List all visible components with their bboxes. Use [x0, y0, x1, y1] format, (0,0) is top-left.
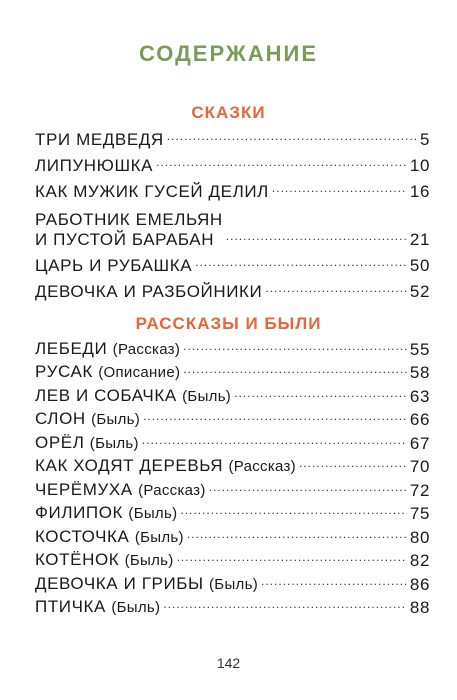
dot-leader: [299, 453, 407, 473]
dot-leader: [261, 571, 407, 591]
entry-title: ДЕВОЧКА И РАЗБОЙНИКИ: [35, 282, 263, 301]
toc-entry: [35, 407, 430, 431]
entry-title: РУСАК (Описание): [35, 362, 181, 381]
dot-leader: [183, 336, 407, 356]
entry-subtitle: (Быль): [89, 434, 139, 452]
entry-title: ЦАРЬ И РУБАШКА: [35, 256, 193, 275]
page-number: 142: [216, 655, 241, 671]
toc-entry: [35, 383, 430, 407]
entry-title-line-2: И ПУСТОЙ БАРАБАН: [35, 230, 215, 249]
dot-leader: [167, 126, 417, 146]
entry-page: 88: [409, 598, 430, 617]
entry-page: 52: [409, 282, 430, 301]
toc-section-rasskazy: [35, 336, 430, 618]
dot-leader: [177, 547, 407, 567]
toc-entry: [35, 360, 430, 384]
entry-page: 50: [409, 256, 430, 275]
dot-leader: [156, 152, 407, 172]
dot-leader: [163, 594, 407, 614]
entry-page: 5: [419, 130, 430, 149]
entry-page: 72: [409, 480, 430, 500]
entry-title: КОСТОЧКА (Быль): [35, 526, 184, 546]
entry-page: 10: [409, 156, 430, 175]
entry-subtitle: (Быль): [209, 575, 258, 593]
entry-title: КАК ХОДЯТ ДЕРЕВЬЯ (Рассказ): [35, 456, 296, 475]
toc-entry: [35, 548, 430, 572]
dot-leader: [195, 252, 407, 272]
page-title: СОДЕРЖАНИЕ: [138, 41, 319, 66]
toc-entry: [35, 524, 430, 548]
entry-title: ТРИ МЕДВЕДЯ: [35, 130, 164, 149]
toc-entry: [35, 595, 430, 619]
toc-entry: [35, 276, 430, 302]
dot-leader: [265, 278, 407, 298]
entry-title: ЛЕБЕДИ (Рассказ): [35, 338, 181, 358]
entry-title: ПТИЧКА (Быль): [35, 597, 161, 616]
entry-title: ЛЕВ И СОБАЧКА (Быль): [35, 385, 232, 405]
toc-entry: [35, 124, 430, 150]
entry-page: 21: [409, 230, 430, 249]
entry-subtitle: (Быль): [128, 505, 178, 522]
dot-leader: [142, 430, 407, 450]
entry-subtitle: (Быль): [124, 552, 174, 569]
entry-title: ОРЁЛ (Быль): [35, 432, 139, 452]
toc-entry: [35, 501, 430, 525]
toc-entry: [35, 250, 430, 276]
entry-title-line-1: РАБОТНИК ЕМЕЛЬЯН: [35, 210, 223, 229]
toc-entry: [35, 454, 430, 478]
toc-entry: [35, 176, 430, 202]
entry-page: 86: [409, 574, 430, 594]
entry-subtitle: (Рассказ): [228, 458, 296, 475]
section-heading-rasskazy: РАССКАЗЫ И БЫЛИ: [135, 314, 322, 333]
toc-section-skazki: [35, 124, 430, 302]
entry-title: СЛОН (Быль): [35, 409, 141, 428]
entry-page: 55: [409, 339, 430, 359]
toc-entry: [35, 202, 430, 250]
entry-subtitle: (Быль): [111, 599, 161, 616]
entry-subtitle: (Быль): [91, 411, 141, 428]
dot-leader: [272, 178, 407, 198]
entry-page: 80: [409, 527, 430, 547]
toc-entry: [35, 430, 430, 454]
entry-page: 16: [409, 182, 430, 201]
entry-subtitle: (Быль): [182, 387, 232, 405]
toc-entry: [35, 336, 430, 360]
dot-leader: [209, 477, 407, 497]
entry-subtitle: (Описание): [98, 364, 181, 381]
entry-title: КОТЁНОК (Быль): [35, 550, 174, 569]
entry-page: 58: [409, 363, 430, 382]
entry-title: ЛИПУНЮШКА: [35, 156, 154, 175]
dot-leader: [180, 500, 407, 520]
entry-subtitle: (Рассказ): [112, 340, 181, 358]
entry-subtitle: (Быль): [134, 528, 184, 546]
entry-page: 75: [409, 504, 430, 523]
toc-entry: [35, 477, 430, 501]
entry-page: 66: [409, 410, 430, 429]
dot-leader: [226, 226, 407, 246]
entry-title: [35, 210, 223, 250]
entry-title: ЧЕРЁМУХА (Рассказ): [35, 479, 206, 499]
entry-subtitle: (Рассказ): [138, 481, 206, 499]
entry-title: ДЕВОЧКА И ГРИБЫ (Быль): [35, 573, 258, 593]
toc-entry: [35, 571, 430, 595]
entry-page: 70: [409, 457, 430, 476]
dot-leader: [143, 406, 407, 426]
entry-page: 82: [409, 551, 430, 570]
toc-entry: [35, 150, 430, 176]
entry-title: ФИЛИПОК (Быль): [35, 503, 178, 522]
section-heading-skazki: СКАЗКИ: [191, 103, 266, 122]
dot-leader: [187, 524, 407, 544]
dot-leader: [234, 383, 407, 403]
entry-title: КАК МУЖИК ГУСЕЙ ДЕЛИЛ: [35, 182, 269, 201]
dot-leader: [183, 359, 407, 379]
entry-page: 67: [409, 433, 430, 453]
entry-page: 63: [409, 386, 430, 406]
